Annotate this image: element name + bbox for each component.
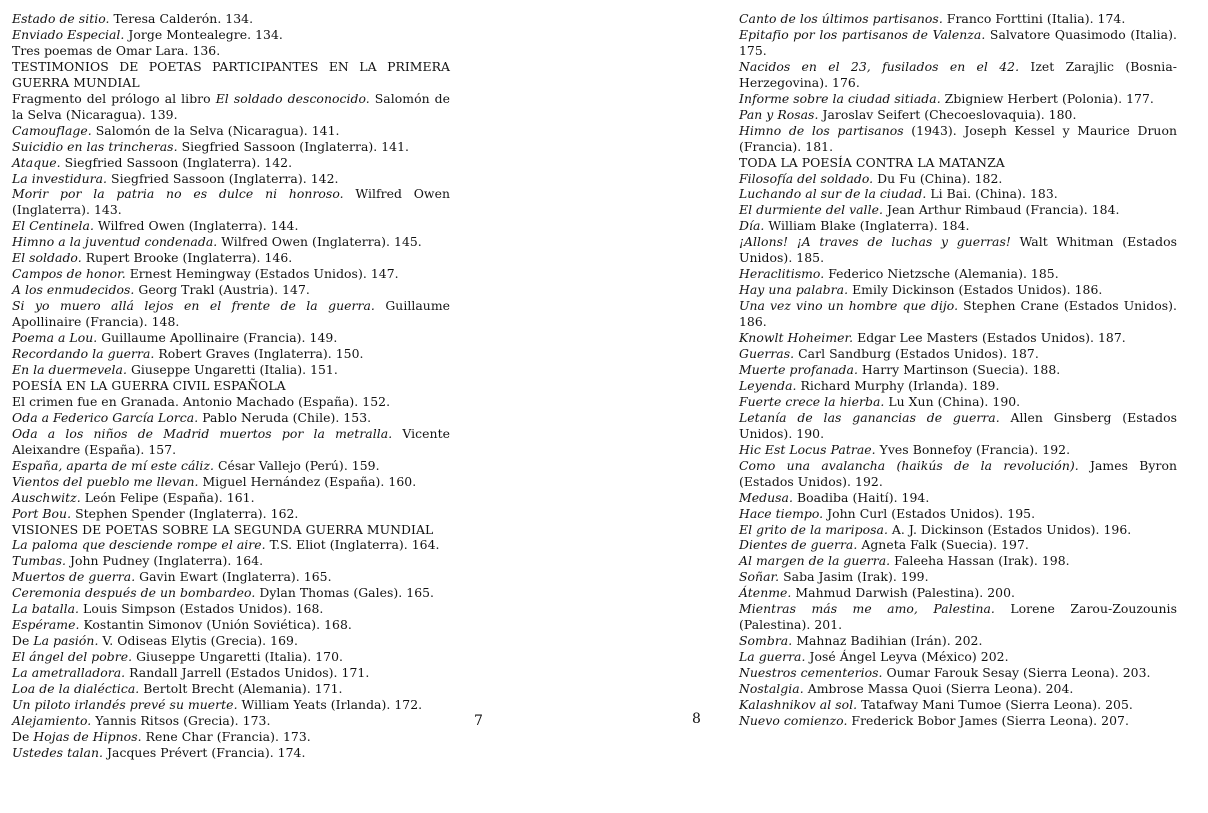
- entry-title: Kalashnikov al sol.: [739, 696, 858, 712]
- entry-author-page: José Ángel Leyva (México) 202.: [805, 649, 1009, 665]
- entry-author-page: Izet Zarajlic (Bosnia-Herzegovina). 176.: [739, 58, 1177, 90]
- entry-author-page: A. J. Dickinson (Estados Unidos). 196.: [887, 521, 1132, 537]
- index-entry: [12, 266, 450, 282]
- entry-author-page: Teresa Calderón. 134.: [109, 11, 254, 26]
- entry-author-page: Yannis Ritsos (Grecia). 173.: [91, 712, 271, 728]
- entry-author-page: Stephen Spender (Inglaterra). 162.: [71, 505, 299, 521]
- index-entry: [12, 713, 450, 729]
- entry-author-page: Siegfried Sassoon (Inglaterra). 141.: [177, 138, 410, 154]
- entry-title: Leyenda.: [739, 377, 797, 393]
- entry-author-page: Gavin Ewart (Inglaterra). 165.: [135, 569, 332, 585]
- entry-author-page: Stephen Crane (Estados Unidos). 186.: [739, 298, 1177, 330]
- index-entry: [739, 681, 1177, 697]
- index-entry: [739, 266, 1177, 282]
- entry-author-page: Bertolt Brecht (Alemania). 171.: [139, 681, 343, 697]
- entry-title: Letanía de las ganancias de guerra.: [739, 409, 1000, 425]
- entry-title: Como una avalancha (haikús de la revolución).: [739, 457, 1079, 473]
- entry-title: Ataque.: [12, 154, 61, 170]
- entry-title: Morir por la patria no es dulce ni honroso.: [12, 186, 344, 202]
- index-entry: [12, 59, 450, 91]
- entry-author-page: Kostantin Simonov (Unión Soviética). 168.: [79, 617, 352, 633]
- index-entry: [739, 601, 1177, 633]
- entry-title: Campos de honor.: [12, 266, 126, 282]
- entry-title: Espérame.: [12, 617, 80, 633]
- entry-author-page: Wilfred Owen (Inglaterra). 143.: [12, 186, 450, 218]
- entry-author-page: Li Bai. (China). 183.: [926, 186, 1058, 202]
- index-entry: [739, 123, 1177, 155]
- entry-author-page: Harry Martinson (Suecia). 188.: [857, 361, 1061, 377]
- entry-author-page: Siegfried Sassoon (Inglaterra). 142.: [107, 170, 339, 186]
- entry-author-page: Guillaume Apollinaire (Francia). 148.: [12, 298, 451, 330]
- entry-title: Día.: [739, 218, 765, 234]
- index-entry: [12, 745, 450, 761]
- entry-author-page: Walt Whitman (Estados Unidos). 185.: [739, 234, 1178, 266]
- entry-author-page: Carl Sandburg (Estados Unidos). 187.: [794, 346, 1039, 362]
- index-entry: [739, 11, 1177, 27]
- entry-title: Suicidio en las trincheras.: [12, 138, 178, 154]
- index-entry: [739, 442, 1177, 458]
- entry-title: Ceremonia después de un bombardeo.: [12, 585, 256, 601]
- entry-title: Sombra.: [739, 633, 793, 649]
- entry-title: Tumbas.: [12, 553, 66, 569]
- entry-author-page: Frederick Bobor James (Sierra Leona). 207.: [847, 712, 1129, 728]
- index-entry: [12, 43, 450, 59]
- entry-title: Poema a Lou.: [12, 330, 98, 346]
- entry-title: Vientos del pueblo me llevan.: [12, 473, 199, 489]
- entry-title: Alejamiento.: [12, 712, 92, 728]
- index-entry: [739, 234, 1177, 266]
- index-entry: [12, 537, 450, 553]
- index-entry: [739, 27, 1177, 59]
- index-entry: [739, 585, 1177, 601]
- index-entry: [12, 569, 450, 585]
- index-entry: [739, 186, 1177, 202]
- index-entry: [739, 410, 1177, 442]
- entry-title: Enviado Especial.: [12, 26, 125, 42]
- index-entry: [12, 506, 450, 522]
- index-entry: [12, 394, 450, 410]
- index-entry: [12, 474, 450, 490]
- index-entry: [739, 553, 1177, 569]
- index-entry: [12, 346, 450, 362]
- entry-title: Dientes de guerra.: [739, 537, 858, 553]
- entry-author-page: V. Odiseas Elytis (Grecia). 169.: [98, 633, 298, 649]
- page-number-left: 7: [474, 713, 483, 729]
- entry-title: Hic Est Locus Patrae.: [739, 441, 876, 457]
- index-entry: [12, 330, 450, 346]
- entry-author-page: Guillaume Apollinaire (Francia). 149.: [97, 330, 338, 346]
- entry-prefix: De: [12, 633, 34, 649]
- index-entry: [12, 378, 450, 394]
- index-entry: [739, 697, 1177, 713]
- index-entry: [739, 490, 1177, 506]
- index-entry: [739, 713, 1177, 729]
- index-entry: [12, 426, 450, 458]
- entry-title: Hace tiempo.: [739, 505, 824, 521]
- index-entry: [12, 91, 450, 123]
- index-entry: [12, 234, 450, 250]
- entry-author-page: Wilfred Owen (Inglaterra). 145.: [217, 234, 422, 250]
- entry-title: Medusa.: [739, 489, 793, 505]
- entry-prefix: TODA LA POESÍA CONTRA LA MATANZA: [739, 154, 1005, 170]
- entry-author-page: Mahnaz Badihian (Irán). 202.: [792, 633, 983, 649]
- entry-author-page: Ambrose Massa Quoi (Sierra Leona). 204.: [803, 681, 1074, 697]
- index-entry: [12, 585, 450, 601]
- index-entry: [12, 298, 450, 330]
- entry-title: El durmiente del valle.: [739, 202, 883, 218]
- entry-title: La pasión.: [33, 633, 99, 649]
- left-page-index: [12, 11, 450, 761]
- entry-title: Oda a los niños de Madrid muertos por la metralla.: [12, 425, 393, 441]
- entry-prefix: TESTIMONIOS DE POETAS PARTICIPANTES EN LA PRIMERA GUERRA MUNDIAL: [12, 58, 450, 90]
- entry-title: La guerra.: [739, 649, 806, 665]
- index-entry: [739, 346, 1177, 362]
- entry-title: A los enmudecidos.: [12, 282, 135, 298]
- entry-title: Nostalgia.: [739, 681, 804, 697]
- entry-title: En la duermevela.: [12, 361, 127, 377]
- index-entry: [739, 522, 1177, 538]
- entry-author-page: Miguel Hernández (España). 160.: [198, 473, 417, 489]
- entry-author-page: Pablo Neruda (Chile). 153.: [198, 409, 372, 425]
- index-entry: [12, 11, 450, 27]
- entry-title: Átenme.: [739, 585, 792, 601]
- entry-author-page: John Pudney (Inglaterra). 164.: [65, 553, 264, 569]
- index-entry: [12, 649, 450, 665]
- entry-author-page: Jacques Prévert (Francia). 174.: [103, 744, 306, 760]
- index-entry: [12, 522, 450, 538]
- entry-title: Al margen de la guerra.: [739, 553, 891, 569]
- index-entry: [739, 633, 1177, 649]
- entry-author-page: Saba Jasim (Irak). 199.: [779, 569, 929, 585]
- entry-title: ¡Allons! ¡A traves de luchas y guerras!: [739, 234, 1011, 250]
- index-entry: [739, 569, 1177, 585]
- index-entry: [739, 330, 1177, 346]
- index-entry: [12, 490, 450, 506]
- entry-title: El grito de la mariposa.: [739, 521, 888, 537]
- index-entry: [12, 282, 450, 298]
- entry-author-page: Federico Nietzsche (Alemania). 185.: [824, 266, 1059, 282]
- index-entry: [12, 633, 450, 649]
- entry-author-page: Allen Ginsberg (Estados Unidos). 190.: [739, 409, 1177, 441]
- entry-title: Un piloto irlandés prevé su muerte.: [12, 696, 238, 712]
- entry-prefix: POESÍA EN LA GUERRA CIVIL ESPAÑOLA: [12, 377, 286, 393]
- entry-author-page: Giuseppe Ungaretti (Italia). 170.: [132, 649, 343, 665]
- index-entry: [12, 186, 450, 218]
- entry-author-page: Lorene Zarou-Zouzounis (Palestina). 201.: [739, 601, 1177, 633]
- index-entry: [739, 298, 1177, 330]
- index-entry: [12, 362, 450, 378]
- entry-title: Epitafio por los partisanos de Valenza.: [739, 26, 986, 42]
- entry-author-page: Georg Trakl (Austria). 147.: [134, 282, 310, 298]
- entry-title: Guerras.: [739, 346, 795, 362]
- entry-author-page: Oumar Farouk Sesay (Sierra Leona). 203.: [882, 665, 1151, 681]
- index-entry: [739, 378, 1177, 394]
- entry-author-page: Emily Dickinson (Estados Unidos). 186.: [848, 282, 1103, 298]
- entry-prefix: Tres poemas de Omar Lara. 136.: [12, 42, 221, 58]
- index-entry: [12, 123, 450, 139]
- entry-title: Himno de los partisanos: [739, 122, 904, 138]
- entry-author-page: Randall Jarrell (Estados Unidos). 171.: [125, 665, 370, 681]
- entry-author-page: Du Fu (China). 182.: [873, 170, 1003, 186]
- entry-author-page: William Blake (Inglaterra). 184.: [764, 218, 970, 234]
- entry-author-page: (1943). Joseph Kessel y Maurice Druon (Francia). 181.: [739, 122, 1177, 154]
- index-entry: [739, 394, 1177, 410]
- entry-author-page: John Curl (Estados Unidos). 195.: [823, 505, 1036, 521]
- entry-prefix: VISIONES DE POETAS SOBRE LA SEGUNDA GUERRA MUNDIAL: [12, 521, 434, 537]
- entry-title: Estado de sitio.: [12, 11, 110, 26]
- index-entry: [739, 218, 1177, 234]
- entry-author-page: Franco Forttini (Italia). 174.: [942, 11, 1126, 26]
- entry-author-page: Ernest Hemingway (Estados Unidos). 147.: [125, 266, 399, 282]
- index-entry: [12, 601, 450, 617]
- entry-title: España, aparta de mí este cáliz.: [12, 457, 215, 473]
- entry-author-page: Boadiba (Haití). 194.: [792, 489, 930, 505]
- right-page-index: [739, 11, 1177, 729]
- entry-title: Heraclitismo.: [739, 266, 825, 282]
- index-entry: [739, 665, 1177, 681]
- entry-title: Recordando la guerra.: [12, 346, 155, 362]
- entry-title: Hojas de Hipnos.: [33, 728, 142, 744]
- entry-title: Muertos de guerra.: [12, 569, 136, 585]
- entry-author-page: James Byron (Estados Unidos). 192.: [739, 457, 1177, 489]
- index-entry: [12, 697, 450, 713]
- index-entry: [12, 218, 450, 234]
- entry-author-page: Wilfred Owen (Inglaterra). 144.: [93, 218, 299, 234]
- entry-prefix: De: [12, 728, 34, 744]
- entry-title: Nacidos en el 23, fusilados en el 42.: [739, 58, 1020, 74]
- entry-title: La ametralladora.: [12, 665, 126, 681]
- entry-author-page: Faleeha Hassan (Irak). 198.: [890, 553, 1070, 569]
- page-number-right: 8: [692, 711, 701, 727]
- entry-title: Soñar.: [739, 569, 780, 585]
- index-entry: [739, 202, 1177, 218]
- index-entry: [739, 171, 1177, 187]
- entry-author-page: Mahmud Darwish (Palestina). 200.: [791, 585, 1016, 601]
- entry-title: Si yo muero allá lejos en el frente de la guerra.: [12, 298, 375, 314]
- entry-author-page: Jean Arthur Rimbaud (Francia). 184.: [882, 202, 1120, 218]
- entry-title: Himno a la juventud condenada.: [12, 234, 218, 250]
- index-entry: [12, 155, 450, 171]
- index-entry: [12, 171, 450, 187]
- entry-prefix: Fragmento del prólogo al libro: [12, 90, 216, 106]
- index-entry: [12, 553, 450, 569]
- entry-title: Fuerte crece la hierba.: [739, 393, 885, 409]
- entry-title: Port Bou.: [12, 505, 72, 521]
- index-entry: [739, 155, 1177, 171]
- entry-title: El soldado desconocido.: [215, 90, 370, 106]
- index-entry: [12, 681, 450, 697]
- entry-title: Nuevo comienzo.: [739, 712, 848, 728]
- index-entry: [739, 59, 1177, 91]
- entry-author-page: Rene Char (Francia). 173.: [141, 728, 311, 744]
- entry-title: El Centinela.: [12, 218, 94, 234]
- entry-author-page: Salomón de la Selva (Nicaragua). 141.: [91, 122, 340, 138]
- entry-author-page: Lu Xun (China). 190.: [884, 393, 1021, 409]
- entry-author-page: Siegfried Sassoon (Inglaterra). 142.: [60, 154, 293, 170]
- entry-title: La batalla.: [12, 601, 80, 617]
- index-entry: [12, 139, 450, 155]
- entry-author-page: Edgar Lee Masters (Estados Unidos). 187.: [853, 330, 1126, 346]
- entry-title: El ángel del pobre.: [12, 649, 133, 665]
- index-entry: [12, 729, 450, 745]
- index-entry: [739, 458, 1177, 490]
- entry-author-page: William Yeats (Irlanda). 172.: [237, 696, 423, 712]
- entry-author-page: Vicente Aleixandre (España). 157.: [12, 425, 450, 457]
- index-entry: [12, 250, 450, 266]
- entry-author-page: Robert Graves (Inglaterra). 150.: [154, 346, 364, 362]
- entry-author-page: Tatafway Mani Tumoe (Sierra Leona). 205.: [857, 696, 1133, 712]
- entry-title: Canto de los últimos partisanos.: [739, 11, 943, 26]
- index-entry: [739, 91, 1177, 107]
- entry-title: Luchando al sur de la ciudad.: [739, 186, 927, 202]
- entry-title: Filosofía del soldado.: [739, 170, 874, 186]
- entry-title: Ustedes talan.: [12, 744, 104, 760]
- index-entry: [739, 537, 1177, 553]
- entry-author-page: T.S. Eliot (Inglaterra). 164.: [265, 537, 440, 553]
- index-entry: [12, 458, 450, 474]
- entry-title: Mientras más me amo, Palestina.: [739, 601, 995, 617]
- index-entry: [739, 362, 1177, 378]
- entry-title: Loa de la dialéctica.: [12, 681, 140, 697]
- index-entry: [12, 665, 450, 681]
- index-entry: [739, 107, 1177, 123]
- entry-author-page: Dylan Thomas (Gales). 165.: [255, 585, 435, 601]
- entry-author-page: Jaroslav Seifert (Checoeslovaquia). 180.: [818, 106, 1077, 122]
- entry-title: Knowlt Hoheimer.: [739, 330, 854, 346]
- entry-title: La paloma que desciende rompe el aire.: [12, 537, 266, 553]
- entry-author-page: Salvatore Quasimodo (Italia). 175.: [739, 26, 1177, 58]
- entry-prefix: El crimen fue en Granada. Antonio Machado (España). 152.: [12, 393, 391, 409]
- entry-author-page: César Vallejo (Perú). 159.: [214, 457, 380, 473]
- entry-author-page: Rupert Brooke (Inglaterra). 146.: [81, 250, 293, 266]
- index-entry: [12, 410, 450, 426]
- entry-title: Pan y Rosas.: [739, 106, 819, 122]
- entry-title: El soldado.: [12, 250, 82, 266]
- entry-author-page: Louis Simpson (Estados Unidos). 168.: [79, 601, 324, 617]
- index-entry: [739, 649, 1177, 665]
- entry-title: Nuestros cementerios.: [739, 665, 883, 681]
- entry-author-page: Zbigniew Herbert (Polonia). 177.: [940, 90, 1154, 106]
- entry-title: Muerte profanada.: [739, 361, 858, 377]
- index-entry: [739, 506, 1177, 522]
- entry-author-page: Jorge Montealegre. 134.: [124, 26, 283, 42]
- index-entry: [739, 282, 1177, 298]
- entry-author-page: Yves Bonnefoy (Francia). 192.: [875, 441, 1071, 457]
- entry-author-page: León Felipe (España). 161.: [80, 489, 255, 505]
- entry-author-page: Giuseppe Ungaretti (Italia). 151.: [126, 361, 338, 377]
- entry-title: Camouflage.: [12, 122, 92, 138]
- index-entry: [12, 27, 450, 43]
- entry-title: Auschwitz.: [12, 489, 81, 505]
- entry-title: Oda a Federico García Lorca.: [12, 409, 199, 425]
- entry-author-page: Salomón de la Selva (Nicaragua). 139.: [12, 90, 450, 122]
- entry-title: La investidura.: [12, 170, 108, 186]
- entry-title: Una vez vino un hombre que dijo.: [739, 298, 959, 314]
- entry-author-page: Richard Murphy (Irlanda). 189.: [796, 377, 1000, 393]
- index-entry: [12, 617, 450, 633]
- entry-title: Hay una palabra.: [739, 282, 849, 298]
- entry-title: Informe sobre la ciudad sitiada.: [739, 90, 941, 106]
- entry-author-page: Agneta Falk (Suecia). 197.: [857, 537, 1029, 553]
